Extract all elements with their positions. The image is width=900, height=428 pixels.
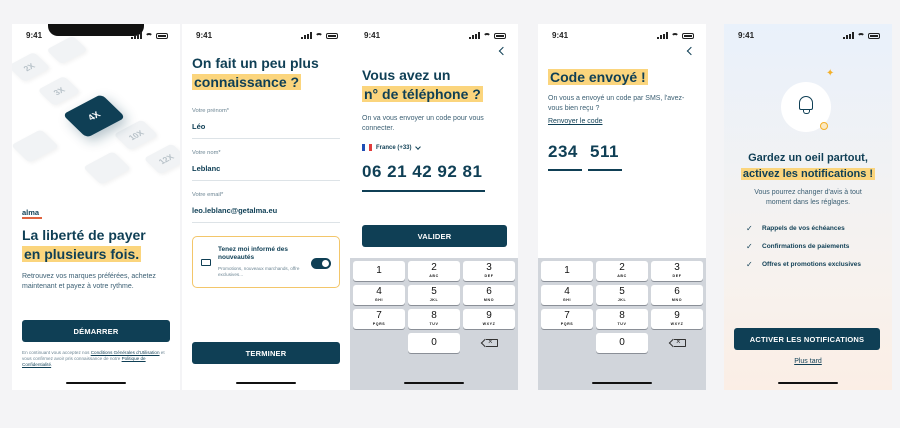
wifi-icon xyxy=(857,33,865,39)
page-title: Gardez un oeil partout, activez les notifications ! xyxy=(742,152,874,180)
status-time: 9:41 xyxy=(364,31,381,40)
alma-logo: alma xyxy=(22,208,40,217)
key-2[interactable]: 2 ABC xyxy=(596,261,648,281)
optin-description: Promotions, nouveaux marchands, offre exclusives... xyxy=(218,266,300,277)
resend-code-link[interactable]: Renvoyer le code xyxy=(548,118,603,125)
code-input-part2[interactable]: 511 xyxy=(590,142,619,161)
battery-icon xyxy=(156,33,168,39)
battery-icon xyxy=(868,33,880,39)
check-icon: ✓ xyxy=(746,224,753,233)
benefit-item: Rappels de vos échéances xyxy=(762,225,845,232)
field-divider xyxy=(192,138,340,139)
back-chevron-icon[interactable] xyxy=(499,47,507,55)
key-8[interactable]: 8 TUV xyxy=(596,309,648,329)
decor-tile xyxy=(12,129,59,162)
decor-dot xyxy=(820,122,828,130)
key-6[interactable]: 6 MNO xyxy=(651,285,703,305)
france-flag-icon xyxy=(362,144,372,151)
key-3[interactable]: 3 DEF xyxy=(651,261,703,281)
wifi-icon xyxy=(483,33,491,39)
country-selector[interactable]: France (+33) xyxy=(362,144,420,151)
sparkle-icon: ✦ xyxy=(826,68,835,79)
email-field[interactable]: leo.leblanc@getalma.eu xyxy=(192,206,278,215)
backspace-icon[interactable] xyxy=(486,339,498,347)
code-screen xyxy=(538,24,706,390)
key-4[interactable]: 4 GHI xyxy=(353,285,405,305)
notifications-screen xyxy=(724,24,892,390)
key-4[interactable]: 4 GHI xyxy=(541,285,593,305)
status-time: 9:41 xyxy=(26,31,43,40)
key-1[interactable]: 1 xyxy=(353,261,405,281)
firstname-label: Votre prénom* xyxy=(192,108,230,114)
email-label: Votre email* xyxy=(192,192,224,198)
page-subtitle: On va vous envoyer un code pour vous connecter. xyxy=(362,115,484,132)
signal-icon xyxy=(469,32,480,39)
status-time: 9:41 xyxy=(552,31,569,40)
home-indicator xyxy=(592,382,652,384)
page-subtitle: Retrouvez vos marques préférées, achetez maintenant et payez à votre rythme. xyxy=(22,273,156,290)
numeric-keypad xyxy=(538,258,706,390)
activate-notifications-button[interactable]: ACTIVER LES NOTIFICATIONS xyxy=(734,328,880,350)
home-indicator xyxy=(236,382,296,384)
check-icon: ✓ xyxy=(746,260,753,269)
key-9[interactable]: 9 WXYZ xyxy=(651,309,703,329)
home-indicator xyxy=(66,382,126,384)
page-title: Code envoyé ! xyxy=(550,69,646,85)
code-input-part1[interactable]: 234 xyxy=(548,142,578,161)
input-underline xyxy=(362,190,485,192)
key-2[interactable]: 2 ABC xyxy=(408,261,460,281)
page-title: On fait un peu plus connaissance ? xyxy=(192,55,319,90)
start-button[interactable]: DÉMARRER xyxy=(22,320,170,342)
status-bar xyxy=(12,30,180,42)
signal-icon xyxy=(301,32,312,39)
key-1[interactable]: 1 xyxy=(541,261,593,281)
multiplier-tile: 10X xyxy=(114,119,159,150)
numeric-keypad xyxy=(350,258,518,390)
wifi-icon xyxy=(315,33,323,39)
field-divider xyxy=(192,222,340,223)
signal-icon xyxy=(843,32,854,39)
page-subtitle: Vous pourrez changer d'avis à tout moment dans les réglages. xyxy=(754,189,862,206)
check-icon: ✓ xyxy=(746,242,753,251)
privacy-link[interactable]: Politique de Confidentialité xyxy=(22,356,146,368)
envelope-icon xyxy=(201,259,211,266)
status-time: 9:41 xyxy=(196,31,213,40)
wifi-icon xyxy=(145,33,153,39)
home-indicator xyxy=(404,382,464,384)
phone-screen xyxy=(350,24,518,390)
key-5[interactable]: 5 JKL xyxy=(596,285,648,305)
later-link[interactable]: Plus tard xyxy=(794,358,822,365)
page-title: La liberté de payer en plusieurs fois. xyxy=(22,227,146,262)
back-chevron-icon[interactable] xyxy=(687,47,695,55)
key-9[interactable]: 9 WXYZ xyxy=(463,309,515,329)
key-7[interactable]: 7 PQRS xyxy=(541,309,593,329)
multiplier-tile: 2X xyxy=(12,52,51,82)
key-3[interactable]: 3 DEF xyxy=(463,261,515,281)
key-5[interactable]: 5 JKL xyxy=(408,285,460,305)
status-bar xyxy=(182,30,350,42)
code-underline xyxy=(588,169,622,171)
terms-link[interactable]: Conditions Générales d'Utilisation xyxy=(90,350,160,355)
battery-icon xyxy=(494,33,506,39)
benefit-item: Confirmations de paiements xyxy=(762,243,850,250)
backspace-icon[interactable] xyxy=(674,339,686,347)
signal-icon xyxy=(131,32,142,39)
key-7[interactable]: 7 PQRS xyxy=(353,309,405,329)
home-indicator xyxy=(778,382,838,384)
lastname-field[interactable]: Leblanc xyxy=(192,164,221,173)
field-divider xyxy=(192,180,340,181)
code-underline xyxy=(548,169,582,171)
status-bar xyxy=(538,30,706,42)
newsletter-toggle[interactable] xyxy=(311,258,331,269)
profile-screen xyxy=(182,24,350,390)
wifi-icon xyxy=(671,33,679,39)
key-0[interactable]: 0 xyxy=(408,333,460,353)
bell-icon xyxy=(799,96,813,110)
lastname-label: Votre nom* xyxy=(192,150,221,156)
page-subtitle: On vous a envoyé un code par SMS, l'avez-vous bien reçu ? xyxy=(548,95,685,112)
multiplier-tile: 12X xyxy=(144,143,180,174)
key-6[interactable]: 6 MNO xyxy=(463,285,515,305)
signal-icon xyxy=(657,32,668,39)
battery-icon xyxy=(326,33,338,39)
phone-number-input[interactable]: 06 21 42 92 81 xyxy=(362,162,483,181)
battery-icon xyxy=(682,33,694,39)
key-8[interactable]: 8 TUV xyxy=(408,309,460,329)
multiplier-tile-main: 4X xyxy=(62,94,125,138)
decor-tile xyxy=(83,151,131,184)
key-0[interactable]: 0 xyxy=(596,333,648,353)
status-time: 9:41 xyxy=(738,31,755,40)
benefit-item: Offres et promotions exclusives xyxy=(762,261,861,268)
status-bar xyxy=(350,30,518,42)
newsletter-optin-card xyxy=(192,236,340,288)
validate-button[interactable]: VALIDER xyxy=(362,225,507,247)
chevron-down-icon xyxy=(415,144,421,150)
multiplier-tile: 3X xyxy=(37,76,80,106)
status-bar xyxy=(724,30,892,42)
page-title: Vous avez un n° de téléphone ? xyxy=(362,67,481,102)
optin-title: Tenez moi informé des nouveautés xyxy=(218,246,288,261)
logo-underline xyxy=(22,217,42,219)
legal-text: En continuant vous acceptez nos Conditions Générales d'Utilisation et vous confirmez avoir pris connaissance de notre Politique de Confidentialité. xyxy=(22,350,165,368)
firstname-field[interactable]: Léo xyxy=(192,122,206,131)
onboarding-screen xyxy=(12,24,180,390)
finish-button[interactable]: TERMINER xyxy=(192,342,340,364)
